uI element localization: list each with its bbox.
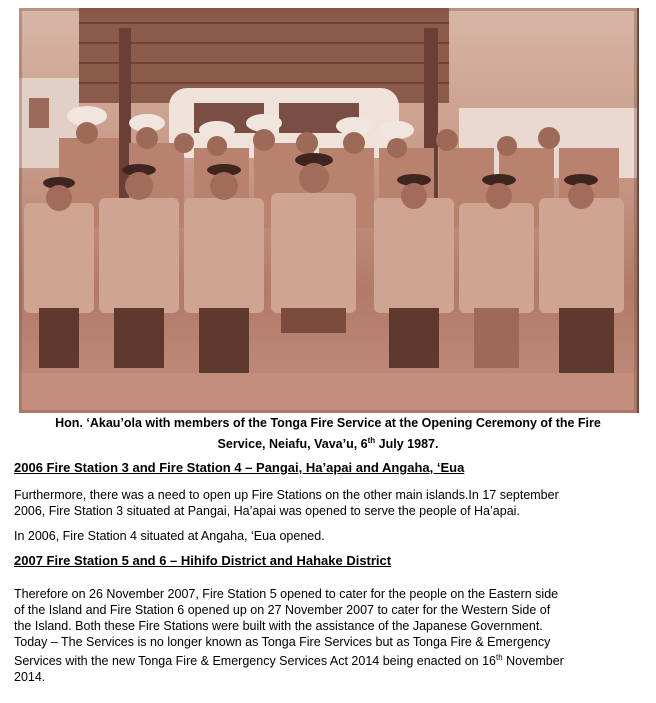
section-2-paragraph (14, 586, 644, 685)
group-photo-drawing (19, 8, 637, 413)
caption-line-2: Service, Neiafu, Vava’u, 6th July 1987. (217, 436, 439, 452)
caption-line-1: Hon. ‘Akau’ola with members of the Tonga Fire Service at the Opening Ceremony of the Fire (55, 416, 601, 430)
section-1-paragraph-2: In 2006, Fire Station 4 situated at Angaha, ‘Eua opened. (14, 529, 325, 543)
section-2-line-6: 2014. (14, 670, 46, 685)
section-2-line-3: the Island. Both these Fire Stations were built with the assistance of the Japanese Government. (14, 619, 543, 633)
section-1-paragraph-1 (14, 487, 644, 519)
section-1-heading: 2006 Fire Station 3 and Fire Station 4 – Pangai, Ha’apai and Angaha, ‘Eua (14, 460, 465, 475)
section-2-line-5: Services with the new Tonga Fire & Emergency Services Act 2014 being enacted on 16th November (14, 653, 564, 669)
photo-caption (14, 415, 642, 453)
front-row-uniforms (24, 193, 624, 313)
section-2-heading: 2007 Fire Station 5 and 6 – Hihifo District and Hahake District (14, 553, 392, 568)
ground (19, 373, 637, 413)
group-photo (19, 8, 639, 413)
section-1-paragraph-1-line-1: Furthermore, there was a need to open up Fire Stations on the other main islands.In 17 september (14, 488, 559, 502)
section-2-line-1: Therefore on 26 November 2007, Fire Station 5 opened to cater for the people on the Eastern side (14, 587, 559, 601)
section-2-line-4: Today – The Services is no longer known as Tonga Fire Services but as Tonga Fire & Emergency (14, 635, 551, 649)
front-row-legs (39, 308, 614, 378)
section-1-paragraph-1-line-2: 2006, Fire Station 3 situated at Pangai, Ha’apai was opened to serve the people of Ha’apai. (14, 504, 520, 518)
section-2-line-2: of the Island and Fire Station 6 opened up on 27 November 2007 to cater for the Western Side of (14, 603, 551, 617)
